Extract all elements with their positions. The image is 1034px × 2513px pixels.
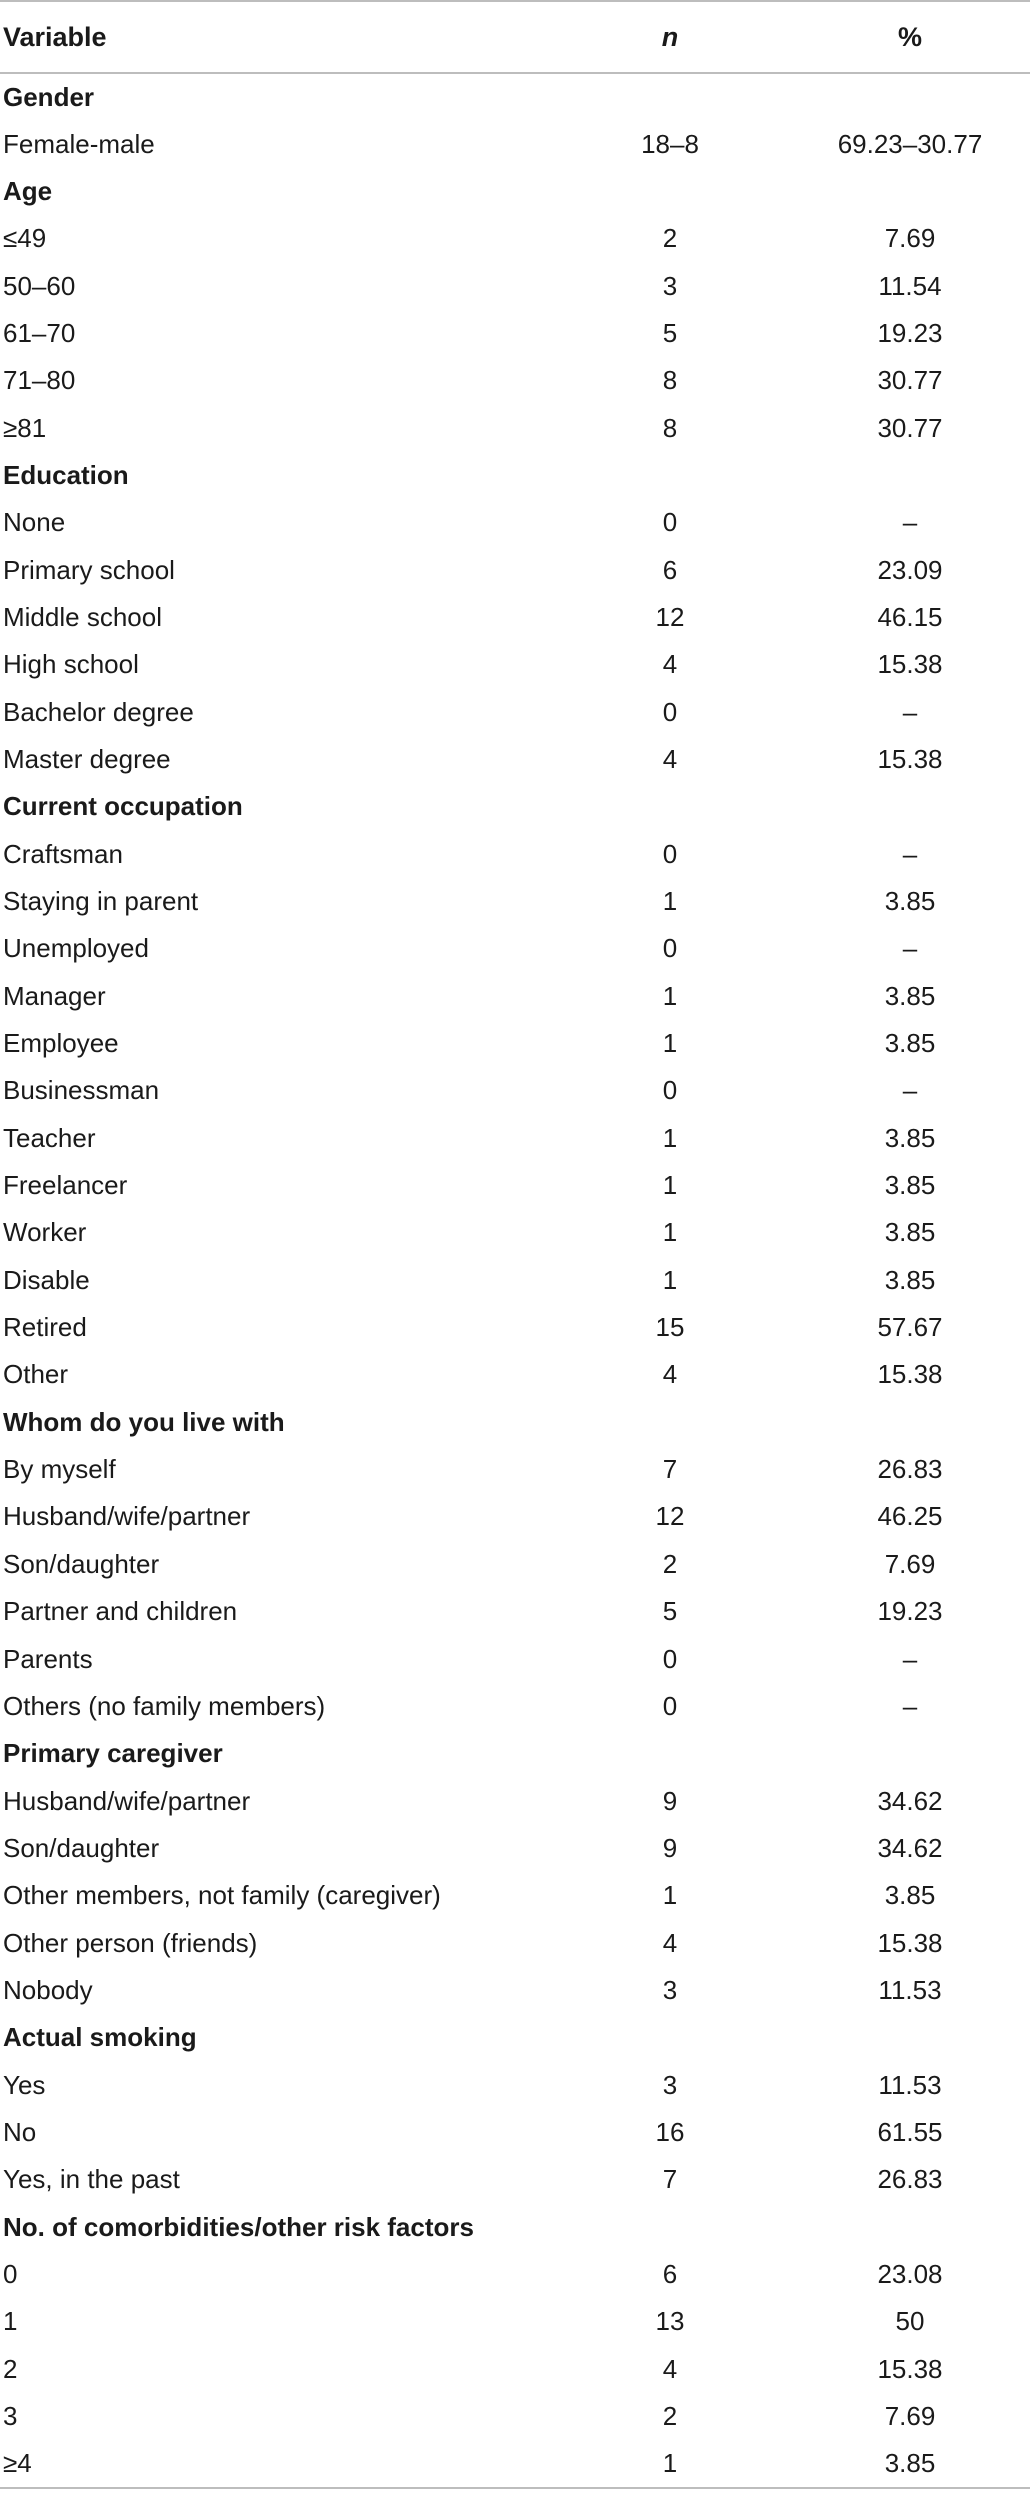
table-row xyxy=(0,1683,1030,1730)
row-percent: 11.54 xyxy=(878,270,942,301)
row-label: Husband/wife/partner xyxy=(3,1501,251,1532)
row-label: Bachelor degree xyxy=(3,696,194,727)
section-label: Actual smoking xyxy=(3,2022,197,2053)
table-row xyxy=(0,1967,1030,2014)
row-n: 4 xyxy=(662,743,678,774)
row-percent: 15.38 xyxy=(877,743,943,774)
table-row xyxy=(0,2061,1030,2108)
row-n: 13 xyxy=(655,2306,685,2337)
row-label: Nobody xyxy=(3,1974,93,2005)
row-label: Master degree xyxy=(3,743,171,774)
row-label: Disable xyxy=(3,1264,90,1295)
row-n: 1 xyxy=(662,1028,678,1059)
row-n: 6 xyxy=(662,2258,678,2289)
table-row xyxy=(0,1541,1030,1588)
table-row xyxy=(0,1209,1030,1256)
row-n: 1 xyxy=(662,1880,678,1911)
row-n: 1 xyxy=(662,886,678,917)
row-n: 18–8 xyxy=(641,128,699,159)
row-label: Son/daughter xyxy=(3,1832,160,1863)
section-row xyxy=(0,1730,1030,1777)
row-n: 16 xyxy=(655,2116,685,2147)
table-row xyxy=(0,120,1030,167)
table-row xyxy=(0,688,1030,735)
row-label: Parents xyxy=(3,1643,93,1674)
table-row xyxy=(0,1257,1030,1304)
row-label: High school xyxy=(3,649,139,680)
row-percent: 3.85 xyxy=(884,1122,936,1153)
row-label: ≤49 xyxy=(3,223,47,254)
row-label: Unemployed xyxy=(3,933,149,964)
row-n: 4 xyxy=(662,649,678,680)
row-n: 1 xyxy=(662,1264,678,1295)
row-percent: 23.09 xyxy=(877,554,943,585)
section-label: Primary caregiver xyxy=(3,1738,223,1769)
section-label: Current occupation xyxy=(3,791,243,822)
row-n: 1 xyxy=(662,980,678,1011)
table-row xyxy=(0,2298,1030,2345)
row-percent: 15.38 xyxy=(877,649,943,680)
section-label: Education xyxy=(3,459,129,490)
row-percent: 69.23–30.77 xyxy=(837,128,983,159)
table-row xyxy=(0,1067,1030,1114)
row-percent: 26.83 xyxy=(877,1454,943,1485)
table-row xyxy=(0,1351,1030,1398)
table-row xyxy=(0,546,1030,593)
row-n: 7 xyxy=(662,1454,678,1485)
row-percent: – xyxy=(902,507,918,538)
row-label: Worker xyxy=(3,1217,87,1248)
table-row xyxy=(0,1020,1030,1067)
row-n: 0 xyxy=(662,838,678,869)
section-row xyxy=(0,1399,1030,1446)
row-percent: 19.23 xyxy=(877,1596,943,1627)
row-label: Yes xyxy=(3,2069,46,2100)
row-n: 6 xyxy=(662,554,678,585)
row-label: Manager xyxy=(3,980,106,1011)
table-row xyxy=(0,215,1030,262)
row-percent: 11.53 xyxy=(878,2069,942,2100)
row-label: 2 xyxy=(3,2353,18,2384)
table-row xyxy=(0,1777,1030,1824)
row-n: 4 xyxy=(662,1359,678,1390)
row-percent: – xyxy=(902,933,918,964)
section-row xyxy=(0,2014,1030,2061)
row-percent: 61.55 xyxy=(877,2116,943,2147)
table-row xyxy=(0,404,1030,451)
row-percent: 46.15 xyxy=(877,601,943,632)
row-n: 0 xyxy=(662,1075,678,1106)
row-percent: 50 xyxy=(895,2306,925,2337)
row-n: 1 xyxy=(662,2447,678,2478)
row-n: 0 xyxy=(662,696,678,727)
row-label: Other members, not family (caregiver) xyxy=(3,1880,441,1911)
row-label: None xyxy=(3,507,66,538)
table-row xyxy=(0,736,1030,783)
table-row xyxy=(0,1919,1030,1966)
table-row xyxy=(0,1304,1030,1351)
row-percent: 3.85 xyxy=(884,1217,936,1248)
table-row xyxy=(0,499,1030,546)
row-percent: – xyxy=(902,1643,918,1674)
table-row xyxy=(0,2346,1030,2393)
row-percent: 34.62 xyxy=(877,1832,943,1863)
row-label: Husband/wife/partner xyxy=(3,1785,251,1816)
header-row xyxy=(0,1,1030,73)
row-label: Others (no family members) xyxy=(3,1690,326,1721)
row-label: Craftsman xyxy=(3,838,123,869)
row-percent: 30.77 xyxy=(877,365,943,396)
row-n: 3 xyxy=(662,270,678,301)
row-percent: 3.85 xyxy=(884,2447,936,2478)
row-label: By myself xyxy=(3,1454,116,1485)
row-n: 9 xyxy=(662,1785,678,1816)
row-label: 3 xyxy=(3,2401,18,2432)
row-label: Teacher xyxy=(3,1122,96,1153)
table-row xyxy=(0,2251,1030,2298)
row-n: 0 xyxy=(662,933,678,964)
row-percent: 26.83 xyxy=(877,2164,943,2195)
row-n: 12 xyxy=(655,601,685,632)
row-label: Retired xyxy=(3,1312,87,1343)
row-label: Employee xyxy=(3,1028,119,1059)
table-row xyxy=(0,2109,1030,2156)
table-row xyxy=(0,1115,1030,1162)
row-percent: 3.85 xyxy=(884,1264,936,1295)
row-n: 2 xyxy=(662,223,678,254)
row-percent: 11.53 xyxy=(878,1974,942,2005)
table-row xyxy=(0,878,1030,925)
row-percent: 15.38 xyxy=(877,1927,943,1958)
row-label: Partner and children xyxy=(3,1596,238,1627)
section-label: Whom do you live with xyxy=(3,1406,285,1437)
section-row xyxy=(0,452,1030,499)
table-row xyxy=(0,1493,1030,1540)
row-n: 5 xyxy=(662,1596,678,1627)
row-n: 2 xyxy=(662,2401,678,2432)
row-n: 15 xyxy=(655,1312,685,1343)
table-row xyxy=(0,925,1030,972)
row-percent: 30.77 xyxy=(877,412,943,443)
row-percent: 19.23 xyxy=(877,317,943,348)
row-n: 2 xyxy=(662,1548,678,1579)
section-row xyxy=(0,73,1030,120)
table-row xyxy=(0,641,1030,688)
row-label: Son/daughter xyxy=(3,1548,160,1579)
row-percent: 46.25 xyxy=(877,1501,943,1532)
row-label: 71–80 xyxy=(3,365,76,396)
row-percent: 3.85 xyxy=(884,980,936,1011)
row-label: 0 xyxy=(3,2258,18,2289)
table-row xyxy=(0,2440,1030,2487)
table-row xyxy=(0,1825,1030,1872)
row-percent: 15.38 xyxy=(877,2353,943,2384)
section-row xyxy=(0,168,1030,215)
row-percent: 7.69 xyxy=(884,223,936,254)
row-percent: 3.85 xyxy=(884,1880,936,1911)
row-label: 61–70 xyxy=(3,317,76,348)
row-label: 1 xyxy=(3,2306,18,2337)
section-row xyxy=(0,2203,1030,2250)
row-n: 7 xyxy=(662,2164,678,2195)
row-label: Freelancer xyxy=(3,1170,128,1201)
row-label: Female-male xyxy=(3,128,155,159)
row-label: Yes, in the past xyxy=(3,2164,180,2195)
row-percent: 7.69 xyxy=(884,2401,936,2432)
row-label: ≥4 xyxy=(3,2447,32,2478)
row-n: 8 xyxy=(662,412,678,443)
row-percent: 3.85 xyxy=(884,1028,936,1059)
row-n: 5 xyxy=(662,317,678,348)
row-percent: – xyxy=(902,838,918,869)
table-row xyxy=(0,973,1030,1020)
table-header xyxy=(0,1,1030,73)
row-percent: 23.08 xyxy=(877,2258,943,2289)
table-row xyxy=(0,594,1030,641)
row-n: 12 xyxy=(655,1501,685,1532)
table-row xyxy=(0,310,1030,357)
row-label: Middle school xyxy=(3,601,162,632)
row-label: Other person (friends) xyxy=(3,1927,258,1958)
row-percent: 7.69 xyxy=(884,1548,936,1579)
table-row xyxy=(0,1446,1030,1493)
table-row xyxy=(0,1872,1030,1919)
row-label: Other xyxy=(3,1359,69,1390)
table-row xyxy=(0,1635,1030,1682)
row-percent: 15.38 xyxy=(877,1359,943,1390)
table-row xyxy=(0,357,1030,404)
row-n: 1 xyxy=(662,1217,678,1248)
header-variable: Variable xyxy=(3,21,107,52)
row-n: 1 xyxy=(662,1170,678,1201)
header-n: n xyxy=(661,21,679,52)
section-row xyxy=(0,783,1030,830)
table-row xyxy=(0,1588,1030,1635)
row-label: ≥81 xyxy=(3,412,47,443)
row-label: No xyxy=(3,2116,37,2147)
row-n: 3 xyxy=(662,2069,678,2100)
row-n: 8 xyxy=(662,365,678,396)
row-n: 3 xyxy=(662,1974,678,2005)
row-n: 0 xyxy=(662,507,678,538)
row-percent: 34.62 xyxy=(877,1785,943,1816)
row-percent: – xyxy=(902,1690,918,1721)
section-label: Age xyxy=(3,175,53,206)
table-row xyxy=(0,1162,1030,1209)
row-label: Primary school xyxy=(3,554,175,585)
header-percent: % xyxy=(897,21,922,52)
row-label: Staying in parent xyxy=(3,886,199,917)
row-percent: 57.67 xyxy=(877,1312,943,1343)
table-body xyxy=(0,73,1030,2488)
row-label: Businessman xyxy=(3,1075,160,1106)
row-percent: – xyxy=(902,696,918,727)
section-label: No. of comorbidities/other risk factors xyxy=(3,2211,474,2242)
row-n: 1 xyxy=(662,1122,678,1153)
row-n: 0 xyxy=(662,1690,678,1721)
row-n: 0 xyxy=(662,1643,678,1674)
row-percent: 3.85 xyxy=(884,886,936,917)
row-n: 4 xyxy=(662,1927,678,1958)
row-n: 9 xyxy=(662,1832,678,1863)
table-row xyxy=(0,2393,1030,2440)
row-n: 4 xyxy=(662,2353,678,2384)
table-row xyxy=(0,2156,1030,2203)
row-percent: 3.85 xyxy=(884,1170,936,1201)
row-percent: – xyxy=(902,1075,918,1106)
table-row xyxy=(0,262,1030,309)
row-label: 50–60 xyxy=(3,270,76,301)
section-label: Gender xyxy=(3,81,95,112)
table-row xyxy=(0,831,1030,878)
